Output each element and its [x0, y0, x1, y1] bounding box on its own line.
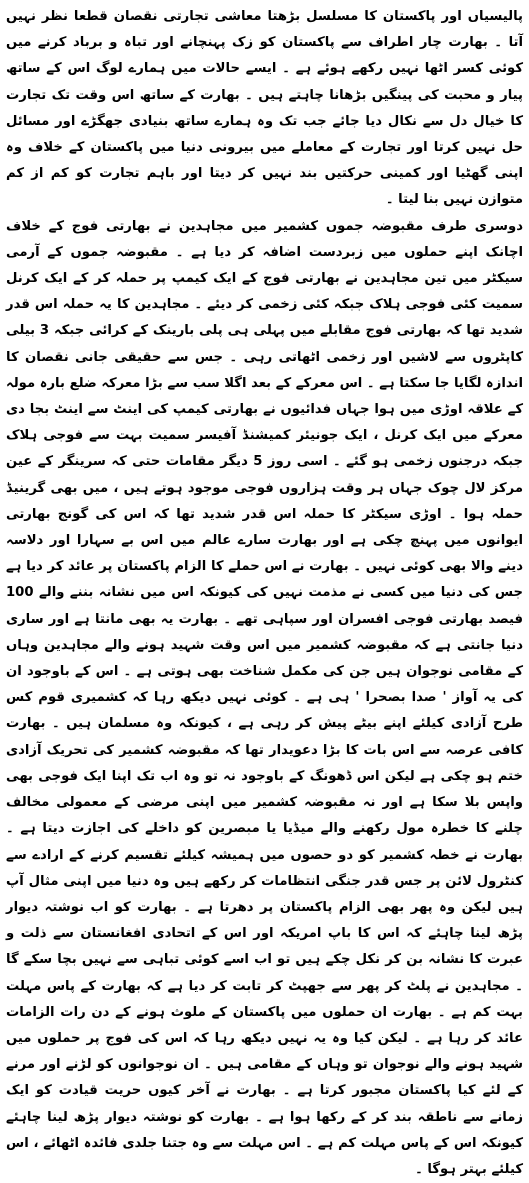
- article-paragraph: دوسری طرف مقبوضہ جموں کشمیر میں مجاہدین نے بھارتی فوج کے خلاف اچانک اپنے حملوں میں زبردست اضافہ کر دیا ہے ۔ مقبوضہ جموں کے آرمی سیکٹر میں تین مجاہدین نے بھارتی فوج کے ایک کیمپ پر حملہ کر کے ایک کرنل سمیت کئی فوجی ہلاک جبکہ کئی زخمی کر دیئے ۔ مجاہدین کا یہ حملہ اس قدر شدید تھا کہ بھارتی فوج مقابلے میں پہلی ہی پلی بارینک کے کرائی جبکہ 3 بیلی کاپٹروں سے لاشیں اور زخمی اٹھاتی رہی ۔ جس سے حقیقی جانی نقصان کا اندازہ لگایا جا سکتا ہے ۔ اس معرکے کے بعد اگلا سب سے بڑا معرکہ ضلع بارہ مولہ کے علاقہ اوڑی میں ہوا جہاں فدائیوں نے بھارتی کیمپ کی اینٹ سے اینٹ بجا دی معرکے میں ایک کرنل ، ایک جونیئر کمیشنڈ آفیسر سمیت بہت سے فوجی ہلاک جبکہ درجنوں زخمی ہو گئے ۔ اسی روز 5 دیگر مقامات حتی کہ سرینگر کے عین مرکز لال چوک جہاں ہر وقت ہزاروں فوجی موجود ہوتے ہیں ، میں بھی گرینیڈ حملہ ہوا ۔ اوڑی سیکٹر کا حملہ اس قدر شدید تھا کہ اس کی گونج بھارتی ایوانوں میں پہنچ چکی ہے اور بھارت سارے عالم میں اس بے سہارا اور دلاسہ دینے والا بھی کوئی نہیں ۔ بھارت نے اس حملے کا الزام پاکستان پر عائد کر دیا ہے جس کی دنیا میں کسی نے مذمت نہیں کی کیونکہ اس میں نشانہ بننے والے 100 فیصد بھارتی فوجی افسران اور سپاہی تھے ۔ بھارت یہ بھی مانتا ہے اور ساری دنیا جانتی ہے کہ مقبوضہ کشمیر میں اس وقت شہید ہونے والے مجاہدین وہاں کے مقامی نوجوان ہیں جن کی مکمل شناخت بھی ہوتی ہے ۔ اس کے باوجود ان کی یہ آواز ' صدا بصحرا ' ہی ہے ۔ کوئی نہیں دیکھ رہا کہ کشمیری قوم کس طرح آزادی کیلئے اپنے بیٹے پیش کر رہی ہے ، کیونکہ وہ مسلمان ہیں ۔ بھارت کافی عرصہ سے اس بات کا بڑا دعویدار تھا کہ مقبوضہ کشمیر کی تحریک آزادی ختم ہو چکی ہے لیکن اس ڈھونگ کے باوجود نہ تو وہ اب تک اپنا ایک فوجی بھی واپس بلا سکا ہے اور نہ مقبوضہ کشمیر میں اپنی مرضی کے معمولی مخالف چلنے کا خطرہ مول رکھنے والے میڈیا یا مبصرین کو داخلے کی اجازت دیتا ہے ۔ بھارت نے خطہ کشمیر کو دو حصوں میں ہمیشہ کیلئے تقسیم کرنے کے ارادے سے کنٹرول لائن پر جس قدر جنگی انتظامات کر رکھے ہیں وہ دنیا میں اپنی مثال آپ ہیں لیکن وہ پھر بھی الزام پاکستان پر دھرتا ہے ۔ بھارت کو اب نوشتہ دیوار پڑھ لینا چاہئے کہ اس کا باپ امریکہ اور اس کے اتحادی افغانستان سے ذلت و عبرت کا نشانہ بن کر نکل چکے ہیں تو اب اسے کوئی تباہی سے نہیں بچا سکے گا ۔ مجاہدین نے پلٹ کر پھر سے جھپٹ کر تابت کر دیا ہے کہ بھارت کے پاس مہلت بہت کم ہے ۔ بھارت ان حملوں میں پاکستان کے ملوث ہونے کے دن رات الزامات عائد کر رہا ہے ۔ لیکن کیا وہ یہ نہیں دیکھ رہا کہ اس کی فوج پر حملوں میں شہید ہونے والے نوجوان تو وہاں کے مقامی ہیں ۔ ان نوجوانوں کو لڑنے اور مرنے کے لئے کیا پاکستان مجبور کرتا ہے ۔ بھارت نے آخر کیوں حریت قیادت کو ایک زمانے سے ناطقہ بند کر کے رکھا ہوا ہے ۔ بھارت کو نوشتہ دیوار پڑھ لینا چاہئے کیونکہ اس کے پاس مہلت کم ہے ۔ اس مہلت سے وہ جتنا جلدی فائدہ اٹھائے ، اس کیلئے بہتر ہوگا ۔: [6, 218, 524, 1177]
- article-paragraph: پالیسیاں اور پاکستان کا مسلسل بڑھتا معاشی تجارتی نقصان قطعا نظر نہیں آتا ۔ بھارت چار اطراف سے پاکستان کو زک پہنچانے اور تباہ و برباد کرنے میں کوئی کسر اٹھا نہیں رکھے ہوئے ہے ۔ ایسے حالات میں ہمارے لوگ اس کے ساتھ پیار و محبت کی پینگیں بڑھانا چاہتے ہیں ۔ بھارت کے ساتھ اس وقت تک تجارت کا خیال دل سے نکال دیا جائے جب تک وہ ہمارے ساتھ بنیادی جھگڑے اور مسائل حل نہیں کرتا اور تجارت کے معاملے میں بیرونی دنیا میں پاکستان کے خلاف وہ اپنی گھٹیا اور کمینی حرکتیں بند نہیں کر دیتا اور باہم تجارت کو کم از کم متوازن نہیں بنا لیتا ۔: [6, 9, 523, 208]
